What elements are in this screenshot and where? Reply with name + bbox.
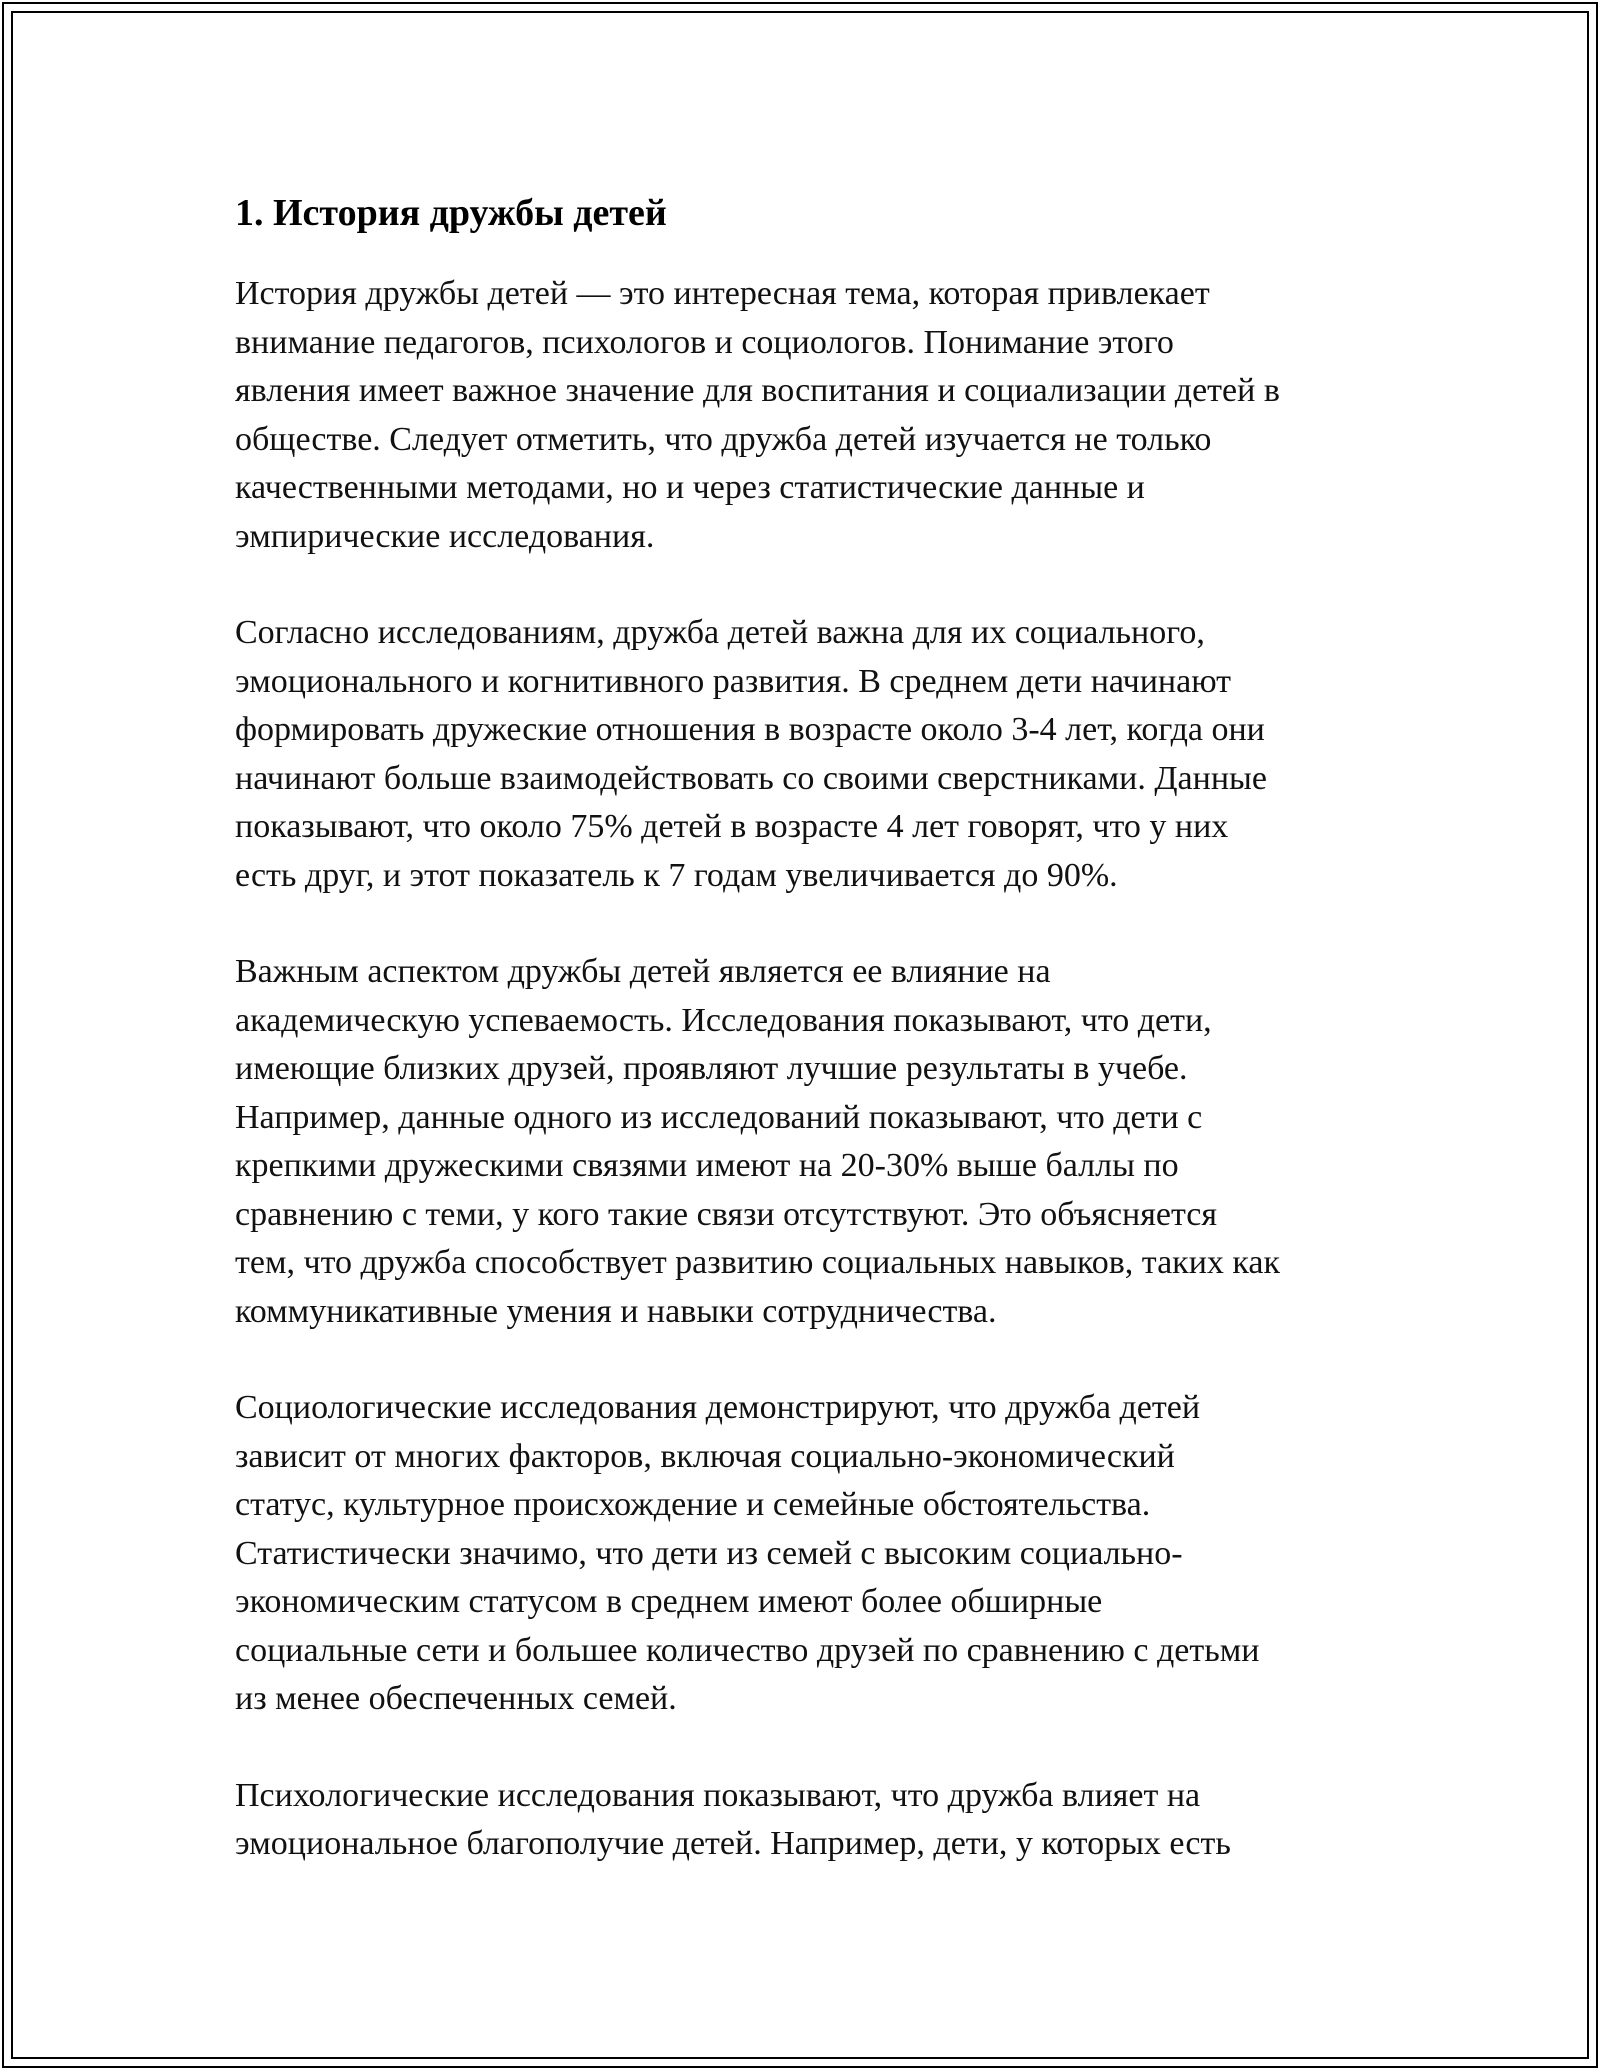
document-body xyxy=(235,186,1385,1917)
paragraph-3: Важным аспектом дружбы детей является ее влияние на академическую успеваемость. Исследования показывают, что дети, имеющие близких друзей, проявляют лучшие результаты в учебе. Например, данные одного из исследований показывают, что дети с крепкими дружескими связями имеют на 20-30% выше баллы по сравнению с теми, у кого такие связи отсутствуют. Это объясняется тем, что дружба способствует развитию социальных навыков, таких как коммуникативные умения и навыки сотрудничества. xyxy=(235,953,1281,1330)
paragraph-5: Психологические исследования показывают, что дружба влияет на эмоциональное благополучие детей. Например, дети, у которых есть xyxy=(235,1776,1231,1862)
paragraph-4: Социологические исследования демонстрируют, что дружба детей зависит от многих факторов, включая социально-экономический статус, культурное происхождение и семейные обстоятельства. Статистически значимо, что дети из семей с высоким социально- экономическим статусом в среднем имеют более обширные социальные сети и большее количество друзей по сравнению с детьми из менее обеспеченных семей. xyxy=(235,1389,1260,1717)
paragraph-2: Согласно исследованиям, дружба детей важна для их социального, эмоционального и когнитивного развития. В среднем дети начинают формировать дружеские отношения в возрасте около 3-4 лет, когда они начинают больше взаимодействовать со своими сверстниками. Данные показывают, что около 75% детей в возрасте 4 лет говорят, что у них есть друг, и этот показатель к 7 годам увеличивается до 90%. xyxy=(235,614,1267,894)
section-title: 1. История дружбы детей xyxy=(235,192,667,234)
paragraph-1: История дружбы детей — это интересная тема, которая привлекает внимание педагогов, психологов и социологов. Понимание этого явления имеет важное значение для воспитания и социализации детей в обществе. Следует отметить, что дружба детей изучается не только качественными методами, но и через статистические данные и эмпирические исследования. xyxy=(235,275,1280,555)
